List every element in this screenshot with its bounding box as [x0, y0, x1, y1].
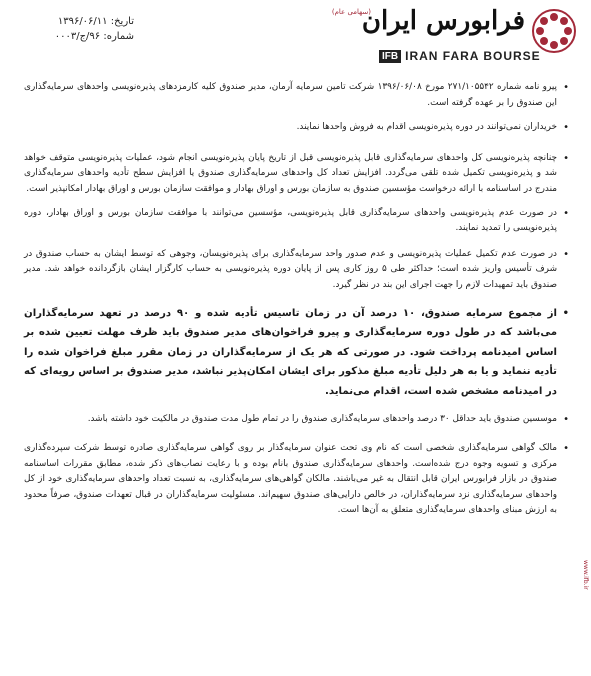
paragraph: • موسسین صندوق باید حداقل ۳۰ درصد واحدهای سرمایه‌گذاری صندوق را در تمام طول مدت صندوق در مالکیت خود داشته باشد.: [24, 412, 569, 428]
side-website: www.ifb.ir: [582, 560, 589, 590]
letter-number: شماره: ۹۶/ج/۰۰۰۳: [54, 31, 134, 42]
paragraph: • در صورت عدم تکمیل عملیات پذیره‌نویسی و عدم صدور واحد سرمایه‌گذاری برای پذیره‌نویسان، وجوهی که توسط ایشان به حساب صندوق در شرف تأسیس واریز شده است؛ حداکثر طی ۵ روز کاری پس از پایان دوره پذیره‌نویسی به حساب کارگزار ایشان بازگردانده خواهد شد. مدیر صندوق باید تمهیدات لازم را جهت اجرای این بند در نظر گیرد.: [24, 247, 569, 294]
letter-date: تاریخ: ۱۳۹۶/۰۶/۱۱: [57, 16, 134, 27]
paragraph: • چنانچه پذیره‌نویسی کل واحدهای سرمایه‌گذاری قابل پذیره‌نویسی قبل از تاریخ پایان پذیره‌نویسی انجام شود، عملیات پذیره‌نویسی متوقف خواهد شد و پذیره‌نویسی تکمیل شده تلقی می‌گردد. افزایش تعداد کل واحدهای سرمایه‌گذاری صندوق یا افزایش سطح تأدیه واحدهای سرمایه‌گذاری مندرج در اساسنامه با ارائه درخواست مؤسسین صندوق به سازمان بورس و اوراق بهادار و موافقت سازمان بورس و اوراق بهادار امکانپذیر است.: [24, 151, 569, 198]
paragraph: • در صورت عدم پذیره‌نویسی واحدهای سرمایه‌گذاری قابل پذیره‌نویسی، مؤسسین می‌توانند با موافقت سازمان بورس و اوراق بهادار، دوره پذیره‌نویسی را تمدید نمایند.: [24, 206, 569, 237]
logo-english-name: IRAN FARA BOURSE: [405, 49, 541, 63]
letterhead: [0, 0, 591, 70]
document-body: [24, 80, 569, 519]
logo-ifb-badge: IFB: [379, 50, 401, 63]
logo-english: [379, 48, 577, 64]
logo-subtitle: (سهامی عام): [331, 8, 371, 16]
paragraph: • مالک گواهی سرمایه‌گذاری شخصی است که نام وی تحت عنوان سرمایه‌گذار بر روی گواهی سرمایه‌گذاری صادره توسط شرکت سپرده‌گذاری مرکزی و تسویه وجوه درج شده‌است. واحدهای سرمایه‌گذاری صندوق بانام بوده و با رعایت نصاب‌های ذکر شده، مطابق مقررات اساسنامه صندوق در بازار فرابورس ایران قابل انتقال به غیر می‌باشند. مالکان گواهی‌های سرمایه‌گذاری، به نسبت تعداد واحدهای سرمایه‌گذاری خود از کل واحدهای سرمایه‌گذاری نزد سرمایه‌گذاران، در خالص دارایی‌های صندوق سهیم‌اند. مسئولیت سرمایه‌گذاران در قبال تعهدات صندوق، صرفاً محدود به ارزش مبنای واحدهای سرمایه‌گذاری متعلق به آن‌ها است.: [24, 441, 569, 519]
paragraph: • خریداران نمی‌توانند در دوره پذیره‌نویسی اقدام به فروش واحدها نمایند.: [24, 120, 569, 136]
letter-meta: [14, 14, 134, 44]
logo-persian-name: فرابورس ایران: [361, 6, 525, 36]
paragraph-emphasized: • از مجموع سرمایه صندوق، ۱۰ درصد آن در زمان تاسیس تأدیه شده و ۹۰ درصد در تعهد سرمایه‌گذاران می‌باشد که در طول دوره سرمایه‌گذاری و پیرو فراخوان‌های مدیر صندوق باید ظرف مهلت تعیین شده بر اساس امیدنامه پرداخت شود. در صورتی که هر یک از سرمایه‌گذاران در زمان مقرر مبلغ فراخوان شده را تأدیه ننماید و یا به هر دلیل تأدیه مبلغ مذکور برای ایشان امکان‌پذیر نباشد، مدیر صندوق بر اساس رویه‌ای که در امیدنامه مشخص شده است، اقدام می‌نماید.: [24, 304, 569, 402]
paragraph: • پیرو نامه شماره ۲۷۱/۱۰۵۵۴۲ مورخ ۱۳۹۶/۰۶/۰۸ شرکت تامین سرمایه آرمان، مدیر صندوق کلیه کارمزدهای پذیره‌نویسی واحدهای سرمایه‌گذاری این صندوق را بر عهده گرفته است.: [24, 80, 569, 111]
